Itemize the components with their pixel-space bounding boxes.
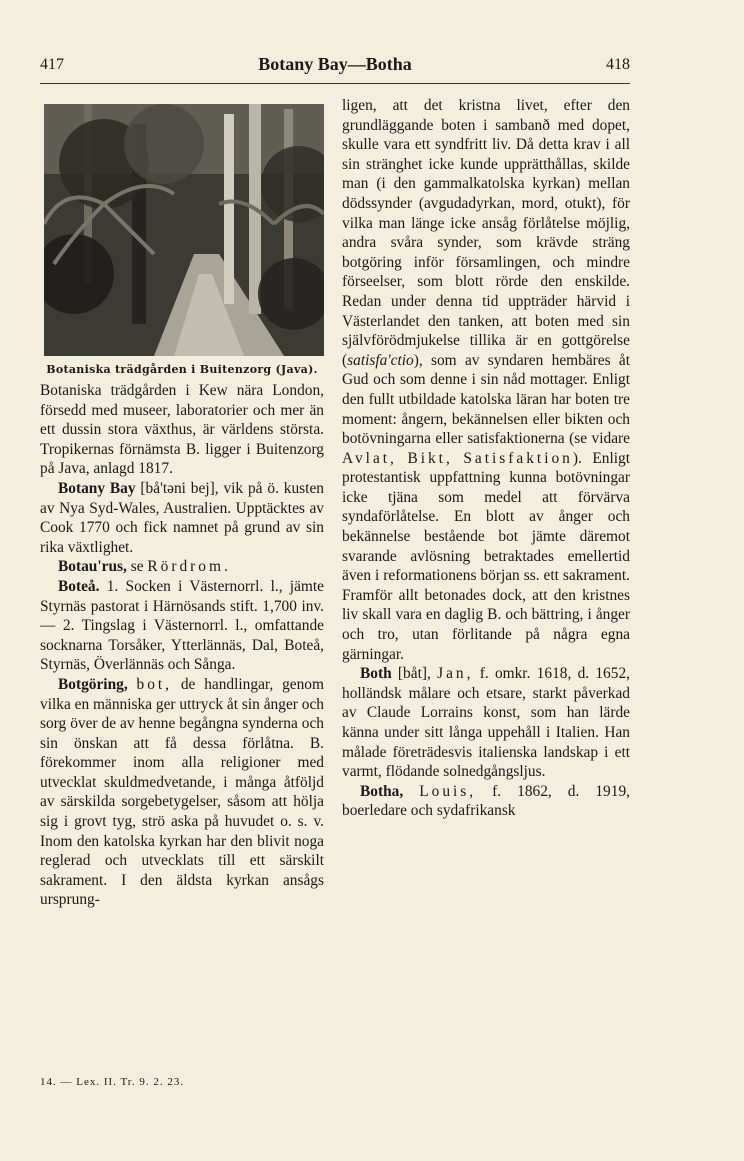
entry-botea: Boteå. 1. Socken i Västernorrl. l., jämte Styrnäs pastorat i Härnösands stift. 1,700 inv. — 2. Tingslag i Västernorrl. l., omfattande socknarna Torsåker, Ytterlännäs, Dal, Boteå, Styrnäs, Överlännäs och Sånga. xyxy=(40,577,324,674)
cross-reference-avlat: Avlat, xyxy=(342,449,397,467)
left-column xyxy=(40,96,324,910)
header-rule xyxy=(40,83,630,84)
latin-term: satisfa'ctio xyxy=(347,351,414,369)
entry-botany-bay: Botany Bay [bå'təni bej], vik på ö. kusten av Nya Syd-Wales, Australien. Upptäcktes av Cook 1770 och fick namnet på grund av sin rika växtlighet. xyxy=(40,479,324,556)
botgoring-continuation: ligen, att det kristna livet, efter den grundläggande boten i sambanð med dopet, skulle vara ett syndfritt liv. Då detta krav i all sin stränghet icke kunde upprätthållas, skilde man (i den gammalkatolska kyrkan) mellan dödssynder (avgudadyrkan, mord, otukt), för vilka man länge icke ansåg förlåtelse möjlig, andra svåra synder, som krävde sträng botgöring inför församlingen, och mindre förseelser, som blott rörde den enskilde. Redan under denna tid uppträder härvid i Västerlandet den tanken, att boten med sin självförödmjukelse tillika är en gottgörelse (satisfa'ctio), som av syndaren hembäres åt Gud och som denne i sin nåd mottager. Enligt den fullt utbildade katolska läran har boten tre moment: ångern, bekännelsen eller bikten och botövningarna eller satisfaktionerna (se vidare Avlat, Bikt, Satisfaktion). Enligt protestantisk uppfattning kunna botövningar icke tjäna som medel att förvärva syndaförlåtelse. En blott av ånger och bekännelse bestående bot jämte däremot svarande avlösning betraktades emellertid även i reformationens början ss. ett sakrament. Framför allt betonades dock, att den kristnes liv skall vara en daglig B. och bättring, i ånger och tro, utan förlitande på några egna gärningar. xyxy=(342,97,630,663)
entry-botha: Botha, Louis, f. 1862, d. 1919, boerledare och sydafrikansk xyxy=(342,782,630,820)
headword-botgoring: Botgöring, xyxy=(58,675,128,693)
headword-botaurus: Botau'rus, xyxy=(58,558,127,576)
page-number-right: 418 xyxy=(606,56,630,73)
headword-botha: Botha, xyxy=(360,782,404,800)
headword-both: Both xyxy=(360,665,392,683)
headword-botea: Boteå. xyxy=(58,577,100,595)
page-header xyxy=(40,56,630,82)
cross-reference-satisfaktion: Satisfaktion xyxy=(463,449,573,467)
entry-botgoring: Botgöring, bot, de handlingar, genom vilka en människa ger uttryck åt sin ånger och sorg över de av henne begångna synderna och sin önskan att få dessa förlåtna. B. förekommer inom alla religioner med utvecklat skuldmedvetande, i många åtföljd av särskilda sorgebetygelser, såsom att hölja sig i grovt tyg, strö aska på huvudet o. s. v. Inom den katolska kyrkan har den blivit noga reglerad och utvecklats till ett särskilt sakrament. I den äldsta kyrkan ansågs ursprung- xyxy=(40,675,324,909)
cross-reference-rordrom: Rördrom xyxy=(147,558,224,576)
photo-caption: Botaniska trädgården i Buitenzorg (Java). xyxy=(46,363,318,376)
entry-botaurus: Botau'rus, se Rördrom. xyxy=(58,558,228,576)
headword-botany-bay: Botany Bay xyxy=(58,479,136,497)
botanical-garden-photo xyxy=(44,104,324,356)
page-number-left: 417 xyxy=(40,56,64,73)
cross-reference-bikt: Bikt, xyxy=(407,449,453,467)
entry-both: Both [båt], Jan, f. omkr. 1618, d. 1652, holländsk målare och etsare, starkt påverkad av Claude Lorrains konst, som han lärde känna under sitt långa uppehåll i Italien. Han målade företrädesvis italienska landskap i ett varmt, flödande solnedgångsljus. xyxy=(342,665,630,781)
right-column xyxy=(342,96,630,821)
photo-illustration xyxy=(44,104,324,356)
running-title: Botany Bay—Botha xyxy=(258,54,412,74)
printer-signature: 14. — Lex. II. Tr. 9. 2. 23. xyxy=(40,1076,185,1088)
kew-paragraph: Botaniska trädgården i Kew nära London, försedd med museer, laboratorier och mer än ett dussin stora växthus, är världens största. Tropikernas förnämsta B. ligger i Buitenzorg på Java, anlagd 1817. xyxy=(40,382,324,478)
